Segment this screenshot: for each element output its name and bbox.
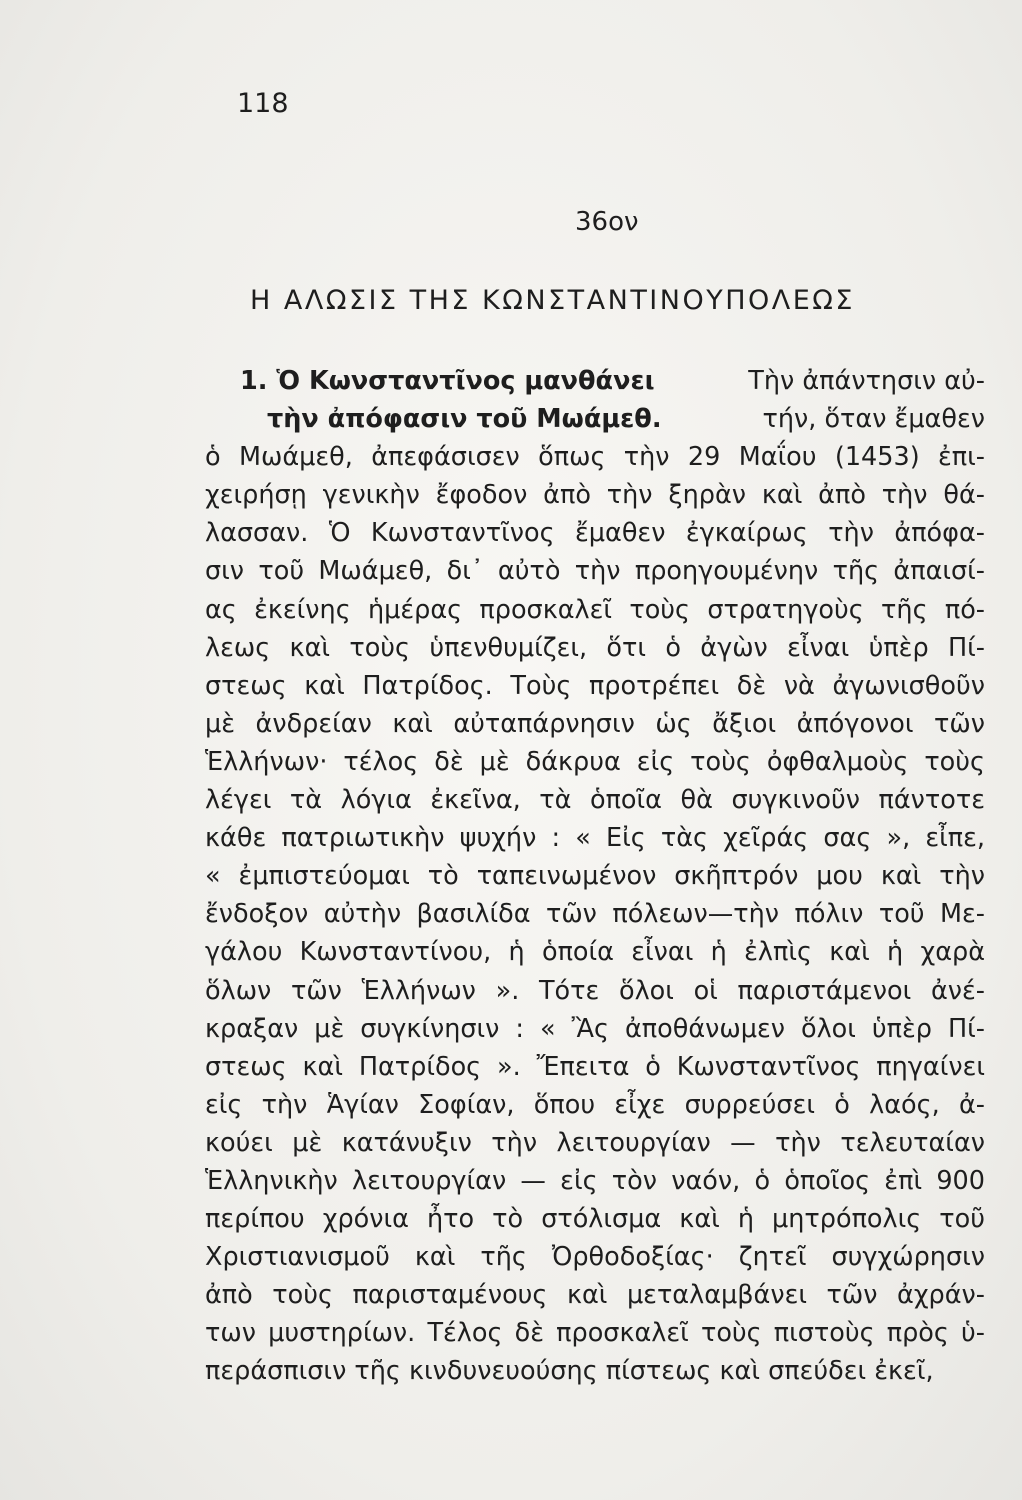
chapter-title: Η ΑΛΩΣΙΣ ΤΗΣ ΚΩΝΣΤΑΝΤΙΝΟΥΠΟΛΕΩΣ [250, 285, 855, 316]
text-line [205, 400, 985, 438]
text-line: Ἑλληνικὴν λειτουργίαν — εἰς τὸν ναόν, ὁ ὁποῖος ἐπὶ 900 [205, 1165, 985, 1196]
text-line: σιν τοῦ Μωάμεθ, δι᾽ αὐτὸ τὴν προηγουμένην τῆς ἀπαισί- [205, 556, 985, 587]
text-line: λέγει τὰ λόγια ἐκεῖνα, τὰ ὁποῖα θὰ συγκινοῦν πάντοτε [205, 785, 985, 816]
text-line [205, 362, 985, 400]
text-line: Χριστιανισμοῦ καὶ τῆς Ὀρθοδοξίας· ζητεῖ συγχώρησιν [205, 1242, 985, 1273]
body-text [205, 362, 985, 1391]
text-line: εἰς τὴν Ἁγίαν Σοφίαν, ὅπου εἶχε συρρεύσει ὁ λαός, ἀ- [205, 1089, 985, 1120]
text-line: ἀπὸ τοὺς παρισταμένους καὶ μεταλαμβάνει τῶν ἀχράν- [205, 1280, 985, 1311]
section-heading-line-1: 1. Ὁ Κωνσταντῖνος μανθάνει [240, 366, 655, 396]
page-number: 118 [237, 88, 289, 119]
text-line: λασσαν. Ὁ Κωνσταντῖνος ἔμαθεν ἐγκαίρως τὴν ἀπόφα- [205, 518, 985, 549]
text-line: ὁ Μωάμεθ, ἀπεφάσισεν ὅπως τὴν 29 Μαΐου (1453) ἐπι- [205, 442, 985, 473]
text-line-fragment: Τὴν ἀπάντησιν αὐ- [748, 366, 985, 396]
text-line: στεως καὶ Πατρίδος ». Ἔπειτα ὁ Κωνσταντῖνος πηγαίνει [205, 1051, 985, 1082]
text-line: κούει μὲ κατάνυξιν τὴν λειτουργίαν — τὴν τελευταίαν [205, 1127, 985, 1158]
chapter-number: 36ον [575, 207, 639, 237]
text-line: Ἑλλήνων· τέλος δὲ μὲ δάκρυα εἰς τοὺς ὀφθαλμοὺς τοὺς [205, 746, 985, 777]
text-line: περίπου χρόνια ἦτο τὸ στόλισμα καὶ ἡ μητρόπολις τοῦ [205, 1204, 985, 1235]
text-line: λεως καὶ τοὺς ὑπενθυμίζει, ὅτι ὁ ἀγὼν εἶναι ὑπὲρ Πί- [205, 632, 985, 663]
text-line: γάλου Κωνσταντίνου, ἡ ὁποία εἶναι ἡ ἐλπὶς καὶ ἡ χαρὰ [205, 937, 985, 968]
text-line: περάσπισιν τῆς κινδυνευούσης πίστεως καὶ σπεύδει ἐκεῖ, [205, 1356, 934, 1387]
text-line-fragment: τήν, ὅταν ἔμαθεν [762, 404, 985, 435]
text-line: « ἐμπιστεύομαι τὸ ταπεινωμένον σκῆπτρόν μου καὶ τὴν [205, 861, 985, 892]
text-line: ἔνδοξον αὐτὴν βασιλίδα τῶν πόλεων—τὴν πόλιν τοῦ Με- [205, 899, 985, 930]
text-line: κάθε πατριωτικὴν ψυχήν : « Εἰς τὰς χεῖράς σας », εἶπε, [205, 823, 985, 854]
text-line: ὅλων τῶν Ἑλλήνων ». Τότε ὅλοι οἱ παριστάμενοι ἀνέ- [205, 975, 985, 1006]
text-line: κραξαν μὲ συγκίνησιν : « Ἂς ἀποθάνωμεν ὅλοι ὑπὲρ Πί- [205, 1013, 985, 1044]
text-line: χειρήσῃ γενικὴν ἔφοδον ἀπὸ τὴν ξηρὰν καὶ ἀπὸ τὴν θά- [205, 480, 985, 511]
text-line: μὲ ἀνδρείαν καὶ αὐταπάρνησιν ὡς ἄξιοι ἀπόγονοι τῶν [205, 708, 985, 739]
text-line: στεως καὶ Πατρίδος. Τοὺς προτρέπει δὲ νὰ ἀγωνισθοῦν [205, 670, 985, 701]
text-line: των μυστηρίων. Τέλος δὲ προσκαλεῖ τοὺς πιστοὺς πρὸς ὑ- [205, 1318, 985, 1349]
text-line: ας ἐκείνης ἡμέρας προσκαλεῖ τοὺς στρατηγοὺς τῆς πό- [205, 594, 985, 625]
section-heading-line-2: τὴν ἀπόφασιν τοῦ Μωάμεθ. [267, 404, 662, 435]
